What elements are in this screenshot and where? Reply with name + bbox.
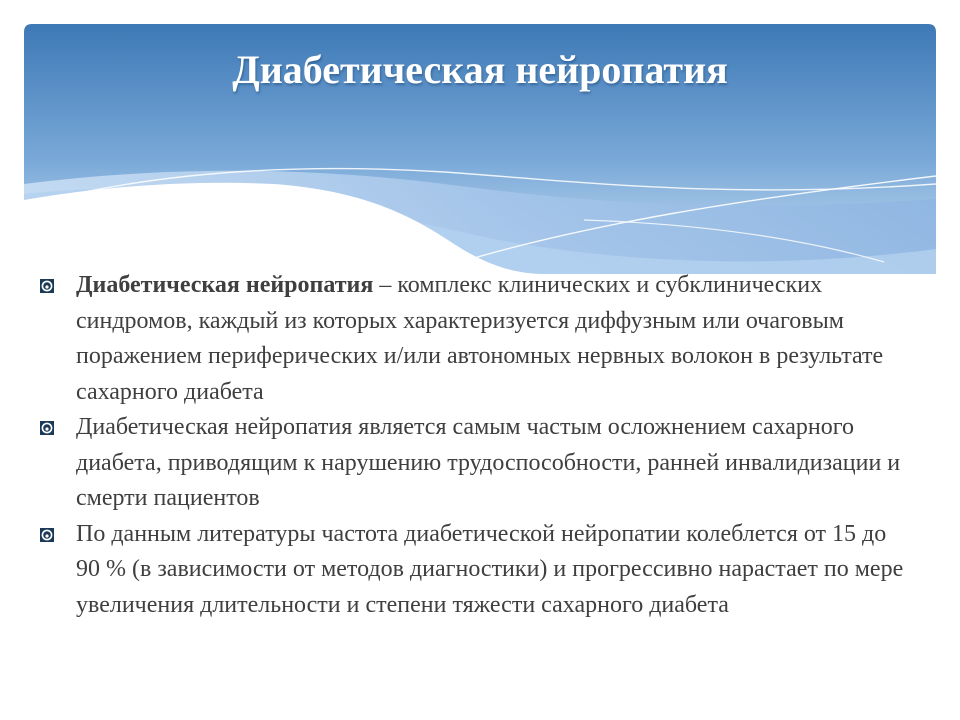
list-item: [40, 517, 906, 624]
bullet-body: По данным литературы частота диабетической нейропатии колеблется от 15 до 90 % (в зависимости от методов диагностики) и прогрессивно нарастает по мере увеличения длительности и степени тяжести сахарного диабета: [76, 520, 904, 618]
target-circle-icon: [40, 279, 54, 293]
list-item: [40, 268, 906, 410]
target-circle-icon: [40, 421, 54, 435]
list-item: [40, 410, 906, 517]
slide-title: Диабетическая нейропатия: [232, 47, 728, 92]
bullet-bold-lead: Диабетическая нейропатия: [76, 272, 374, 298]
bullet-body: – комплекс клинических и субклинических синдромов, каждый из которых характеризуется диффузным или очаговым поражением периферических и/или автономных нервных волокон в результате сахарного диабета: [76, 272, 884, 405]
bullet-list: [40, 268, 906, 623]
bullet-body: Диабетическая нейропатия является самым частым осложнением сахарного диабета, приводящим к нарушению трудоспособности, ранней инвалидизации и смерти пациентов: [76, 414, 901, 511]
bullet-text: [76, 414, 900, 511]
bullet-text: [76, 272, 883, 405]
bullet-text: [76, 521, 903, 618]
target-circle-icon: [40, 528, 54, 542]
